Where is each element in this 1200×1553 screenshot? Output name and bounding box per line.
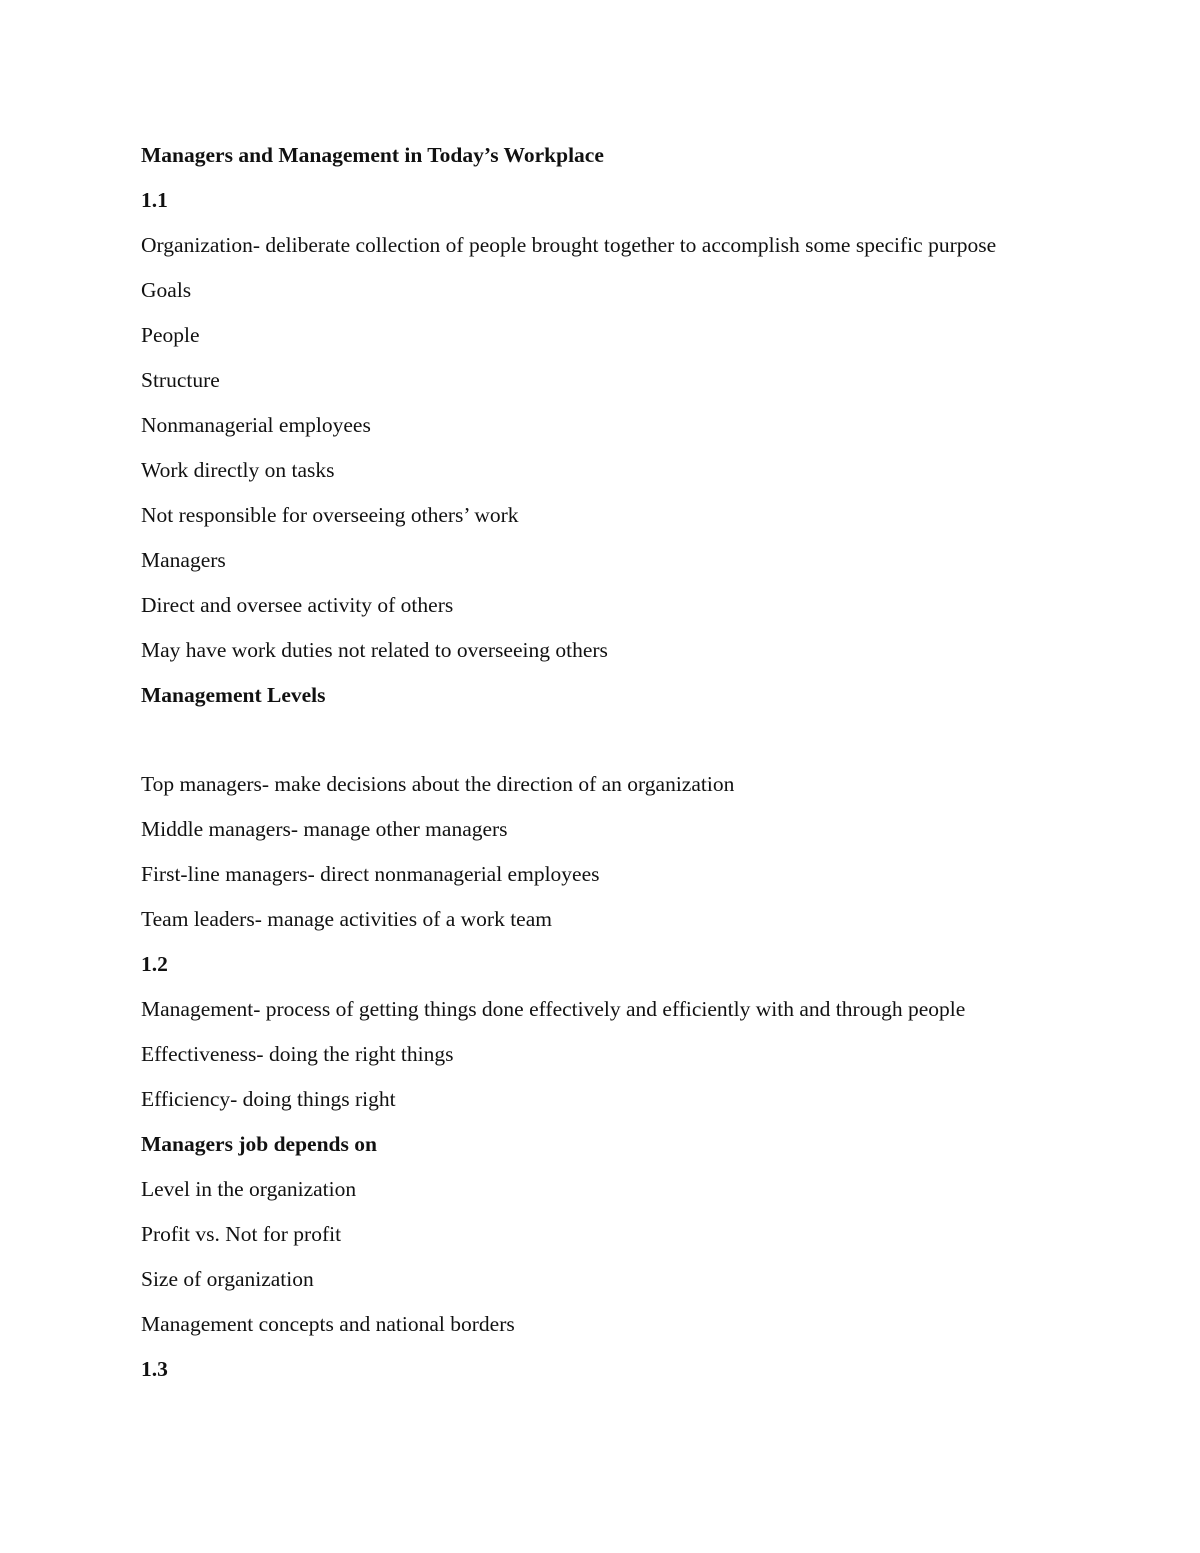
paragraph-structure: Structure	[141, 368, 220, 392]
section-heading-1-1: 1.1	[141, 188, 168, 212]
paragraph-managers: Managers	[141, 548, 226, 572]
document-title: Managers and Management in Today’s Workplace	[141, 143, 604, 167]
paragraph-efficiency: Efficiency- doing things right	[141, 1087, 396, 1111]
paragraph-people: People	[141, 323, 200, 347]
paragraph-nonmanagerial-employees: Nonmanagerial employees	[141, 413, 371, 437]
paragraph-profit-vs-not: Profit vs. Not for profit	[141, 1222, 342, 1246]
paragraph-not-responsible: Not responsible for overseeing others’ work	[141, 503, 519, 527]
paragraph-first-line-managers: First-line managers- direct nonmanagerial employees	[141, 862, 600, 886]
section-heading-1-2: 1.2	[141, 952, 168, 976]
paragraph-management-definition: Management- process of getting things done effectively and efficiently with and through people	[141, 997, 966, 1021]
paragraph-work-directly: Work directly on tasks	[141, 458, 335, 482]
paragraph-goals: Goals	[141, 278, 192, 302]
paragraph-may-have-duties: May have work duties not related to overseeing others	[141, 638, 608, 662]
paragraph-size-of-organization: Size of organization	[141, 1267, 314, 1291]
paragraph-team-leaders: Team leaders- manage activities of a work team	[141, 907, 552, 931]
paragraph-direct-oversee: Direct and oversee activity of others	[141, 593, 454, 617]
section-heading-management-levels: Management Levels	[141, 683, 326, 707]
section-heading-1-3: 1.3	[141, 1357, 168, 1381]
paragraph-level-in-organization: Level in the organization	[141, 1177, 357, 1201]
paragraph-management-concepts: Management concepts and national borders	[141, 1312, 515, 1336]
paragraph-effectiveness: Effectiveness- doing the right things	[141, 1042, 454, 1066]
blank-line	[141, 725, 1061, 769]
paragraph-middle-managers: Middle managers- manage other managers	[141, 817, 508, 841]
document-body	[141, 140, 1061, 1399]
section-heading-managers-job: Managers job depends on	[141, 1132, 377, 1156]
paragraph-top-managers: Top managers- make decisions about the direction of an organization	[141, 772, 735, 796]
paragraph-organization-definition: Organization- deliberate collection of people brought together to accomplish some specific purpose	[141, 233, 997, 257]
